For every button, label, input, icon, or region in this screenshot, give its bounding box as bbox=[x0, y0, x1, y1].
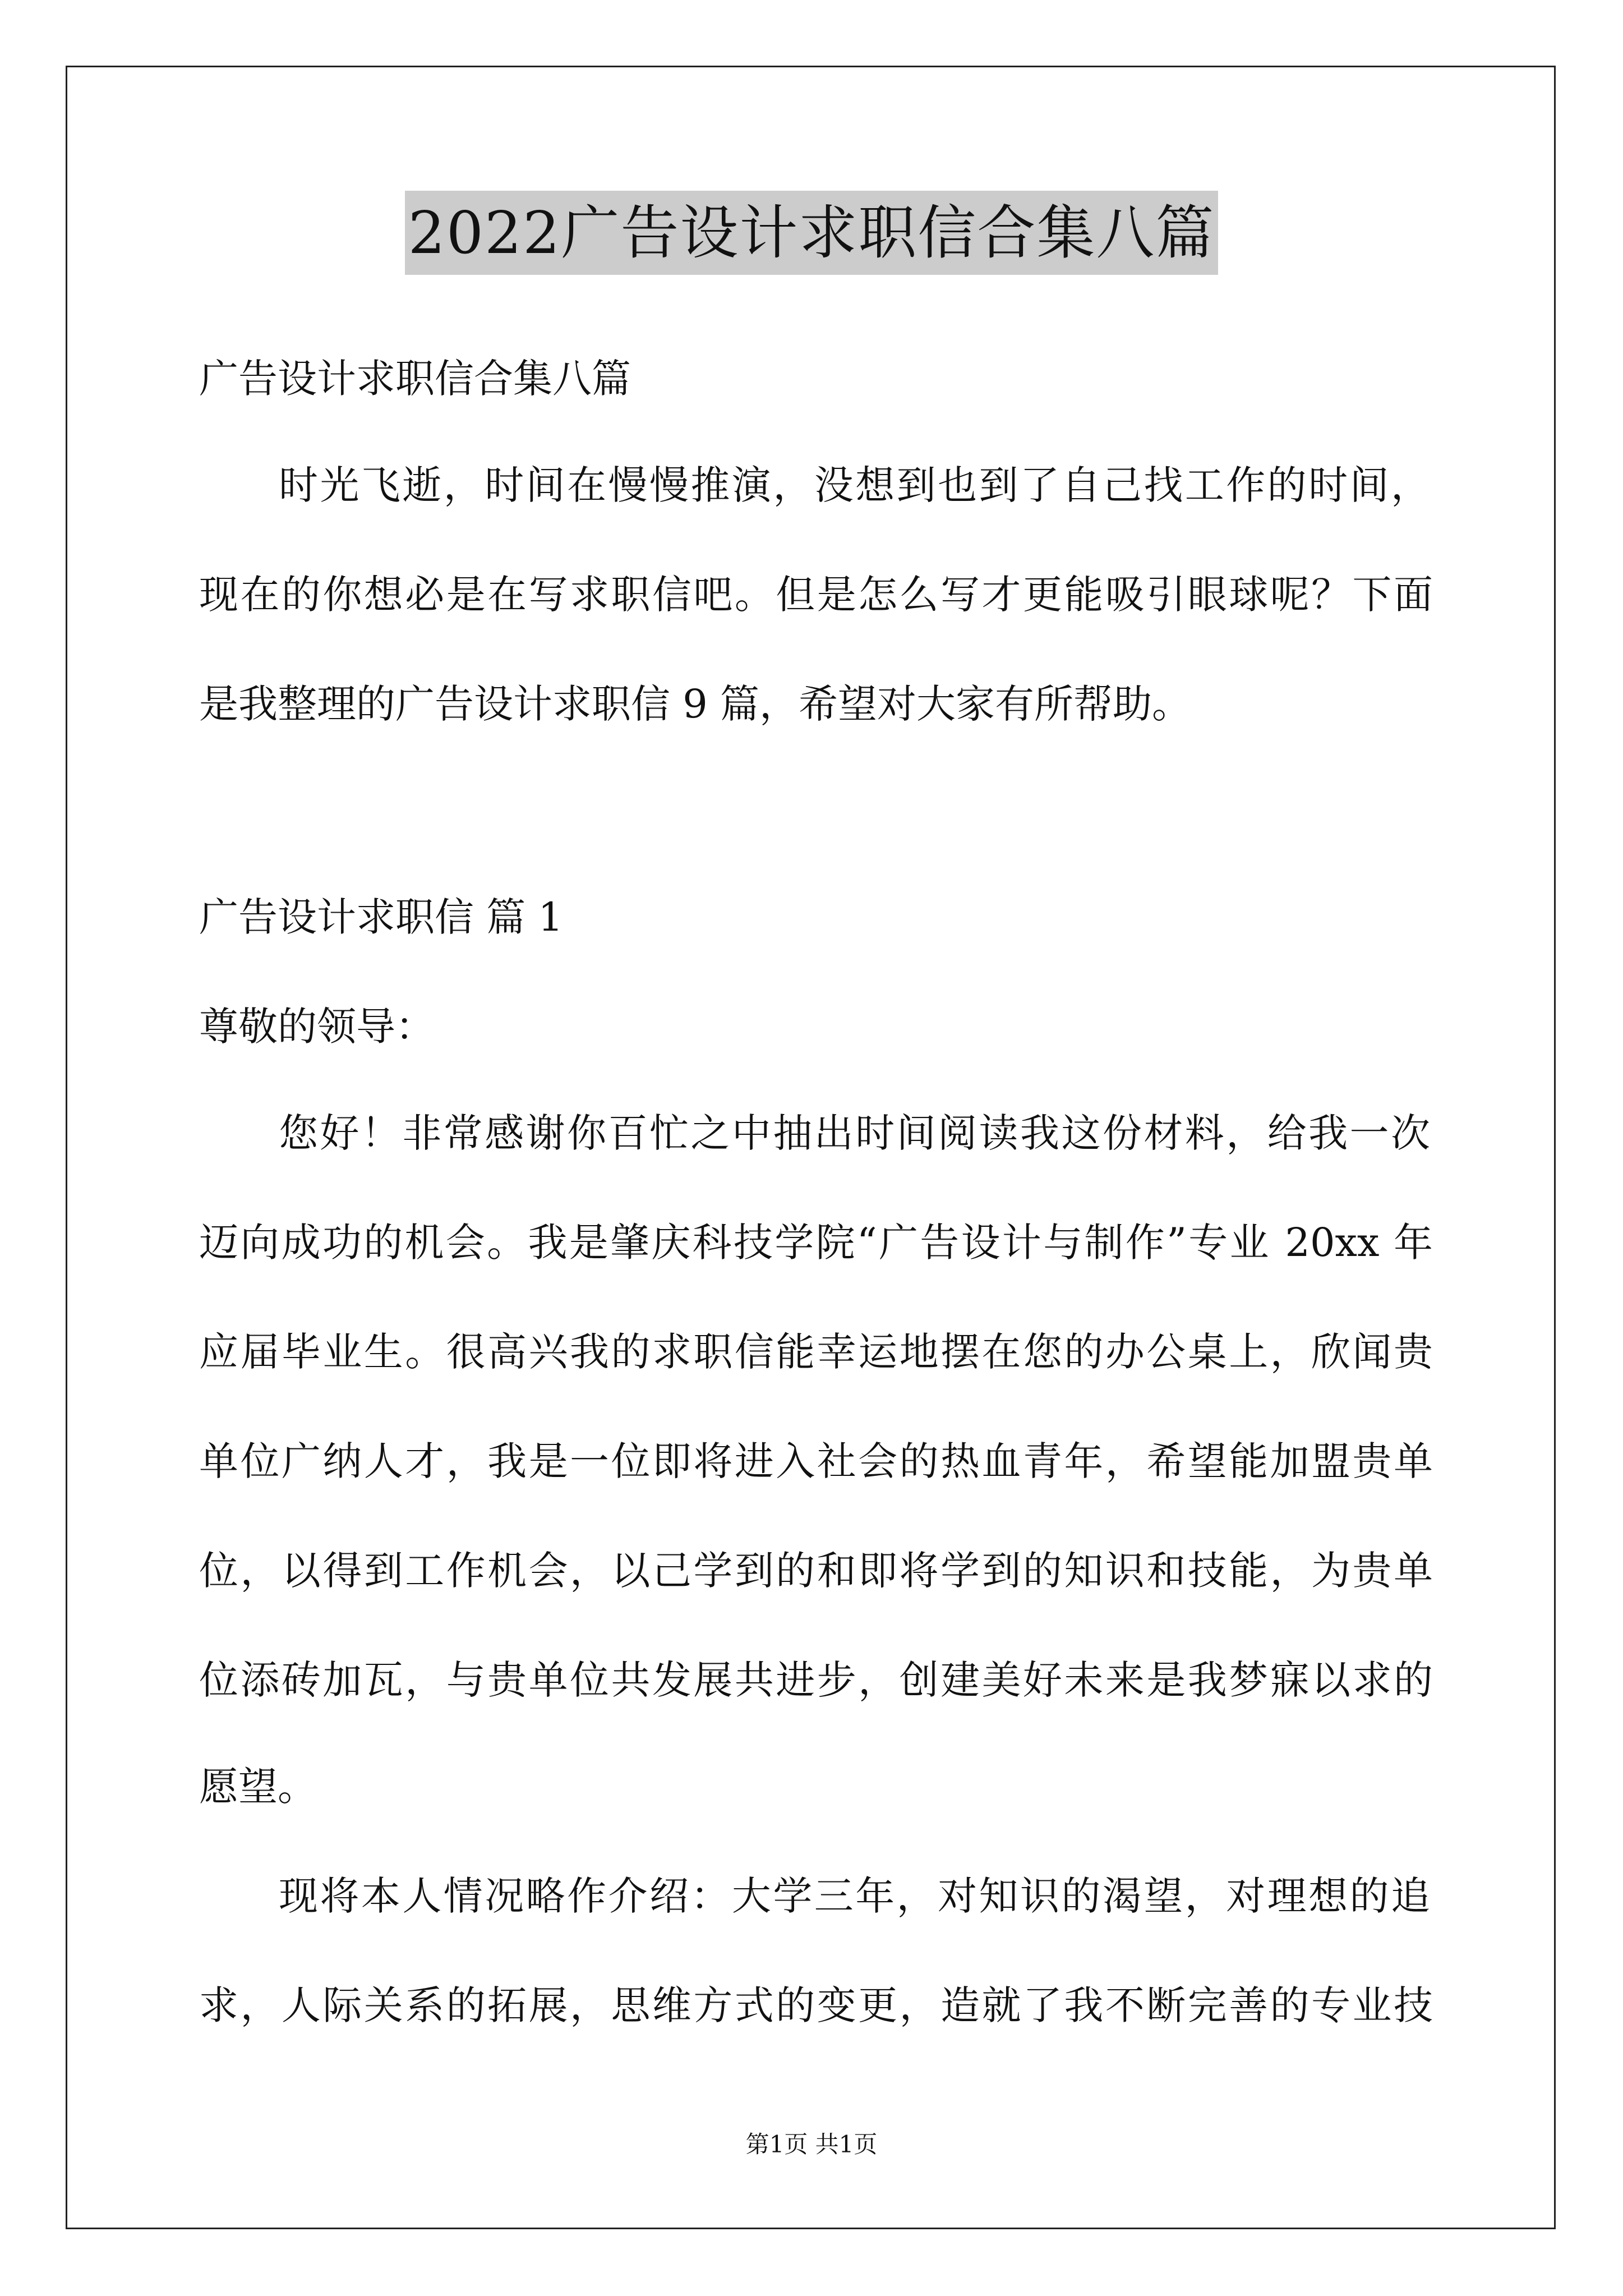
title-container bbox=[0, 191, 1623, 275]
intro-line-2: 现在的你想必是在写求职信吧。但是怎么写才更能吸引眼球呢？下面 bbox=[199, 572, 1433, 618]
paragraph1-line-5: 位，以得到工作机会，以己学到的和即将学到的知识和技能，为贵单 bbox=[199, 1548, 1433, 1594]
paragraph1-line-1: 您好！非常感谢你百忙之中抽出时间阅读我这份材料，给我一次 bbox=[279, 1110, 1430, 1156]
paragraph2-line-2: 求，人际关系的拓展，思维方式的变更，造就了我不断完善的专业技 bbox=[199, 1982, 1433, 2028]
paragraph1-line-4: 单位广纳人才，我是一位即将进入社会的热血青年，希望能加盟贵单 bbox=[199, 1438, 1433, 1484]
intro-line-3: 是我整理的广告设计求职信 9 篇，希望对大家有所帮助。 bbox=[199, 681, 1192, 727]
paragraph1-line-2: 迈向成功的机会。我是肇庆科技学院“广告设计与制作”专业 20xx 年 bbox=[199, 1220, 1433, 1266]
page-footer: 第1页 共1页 bbox=[745, 2131, 878, 2158]
paragraph2-line-1: 现将本人情况略作介绍：大学三年，对知识的渴望，对理想的追 bbox=[279, 1873, 1430, 1919]
paragraph1-line-7: 愿望。 bbox=[199, 1764, 317, 1810]
document-title: 2022广告设计求职信合集八篇 bbox=[405, 191, 1219, 275]
intro-line-1: 时光飞逝，时间在慢慢推演，没想到也到了自己找工作的时间， bbox=[279, 462, 1430, 508]
paragraph1-line-3: 应届毕业生。很高兴我的求职信能幸运地摆在您的办公桌上，欣闻贵 bbox=[199, 1329, 1433, 1375]
document-subtitle: 广告设计求职信合集八篇 bbox=[199, 356, 631, 402]
salutation: 尊敬的领导： bbox=[199, 1004, 435, 1050]
section-heading: 广告设计求职信 篇 1 bbox=[199, 894, 564, 940]
paragraph1-line-6: 位添砖加瓦，与贵单位共发展共进步，创建美好未来是我梦寐以求的 bbox=[199, 1657, 1433, 1703]
